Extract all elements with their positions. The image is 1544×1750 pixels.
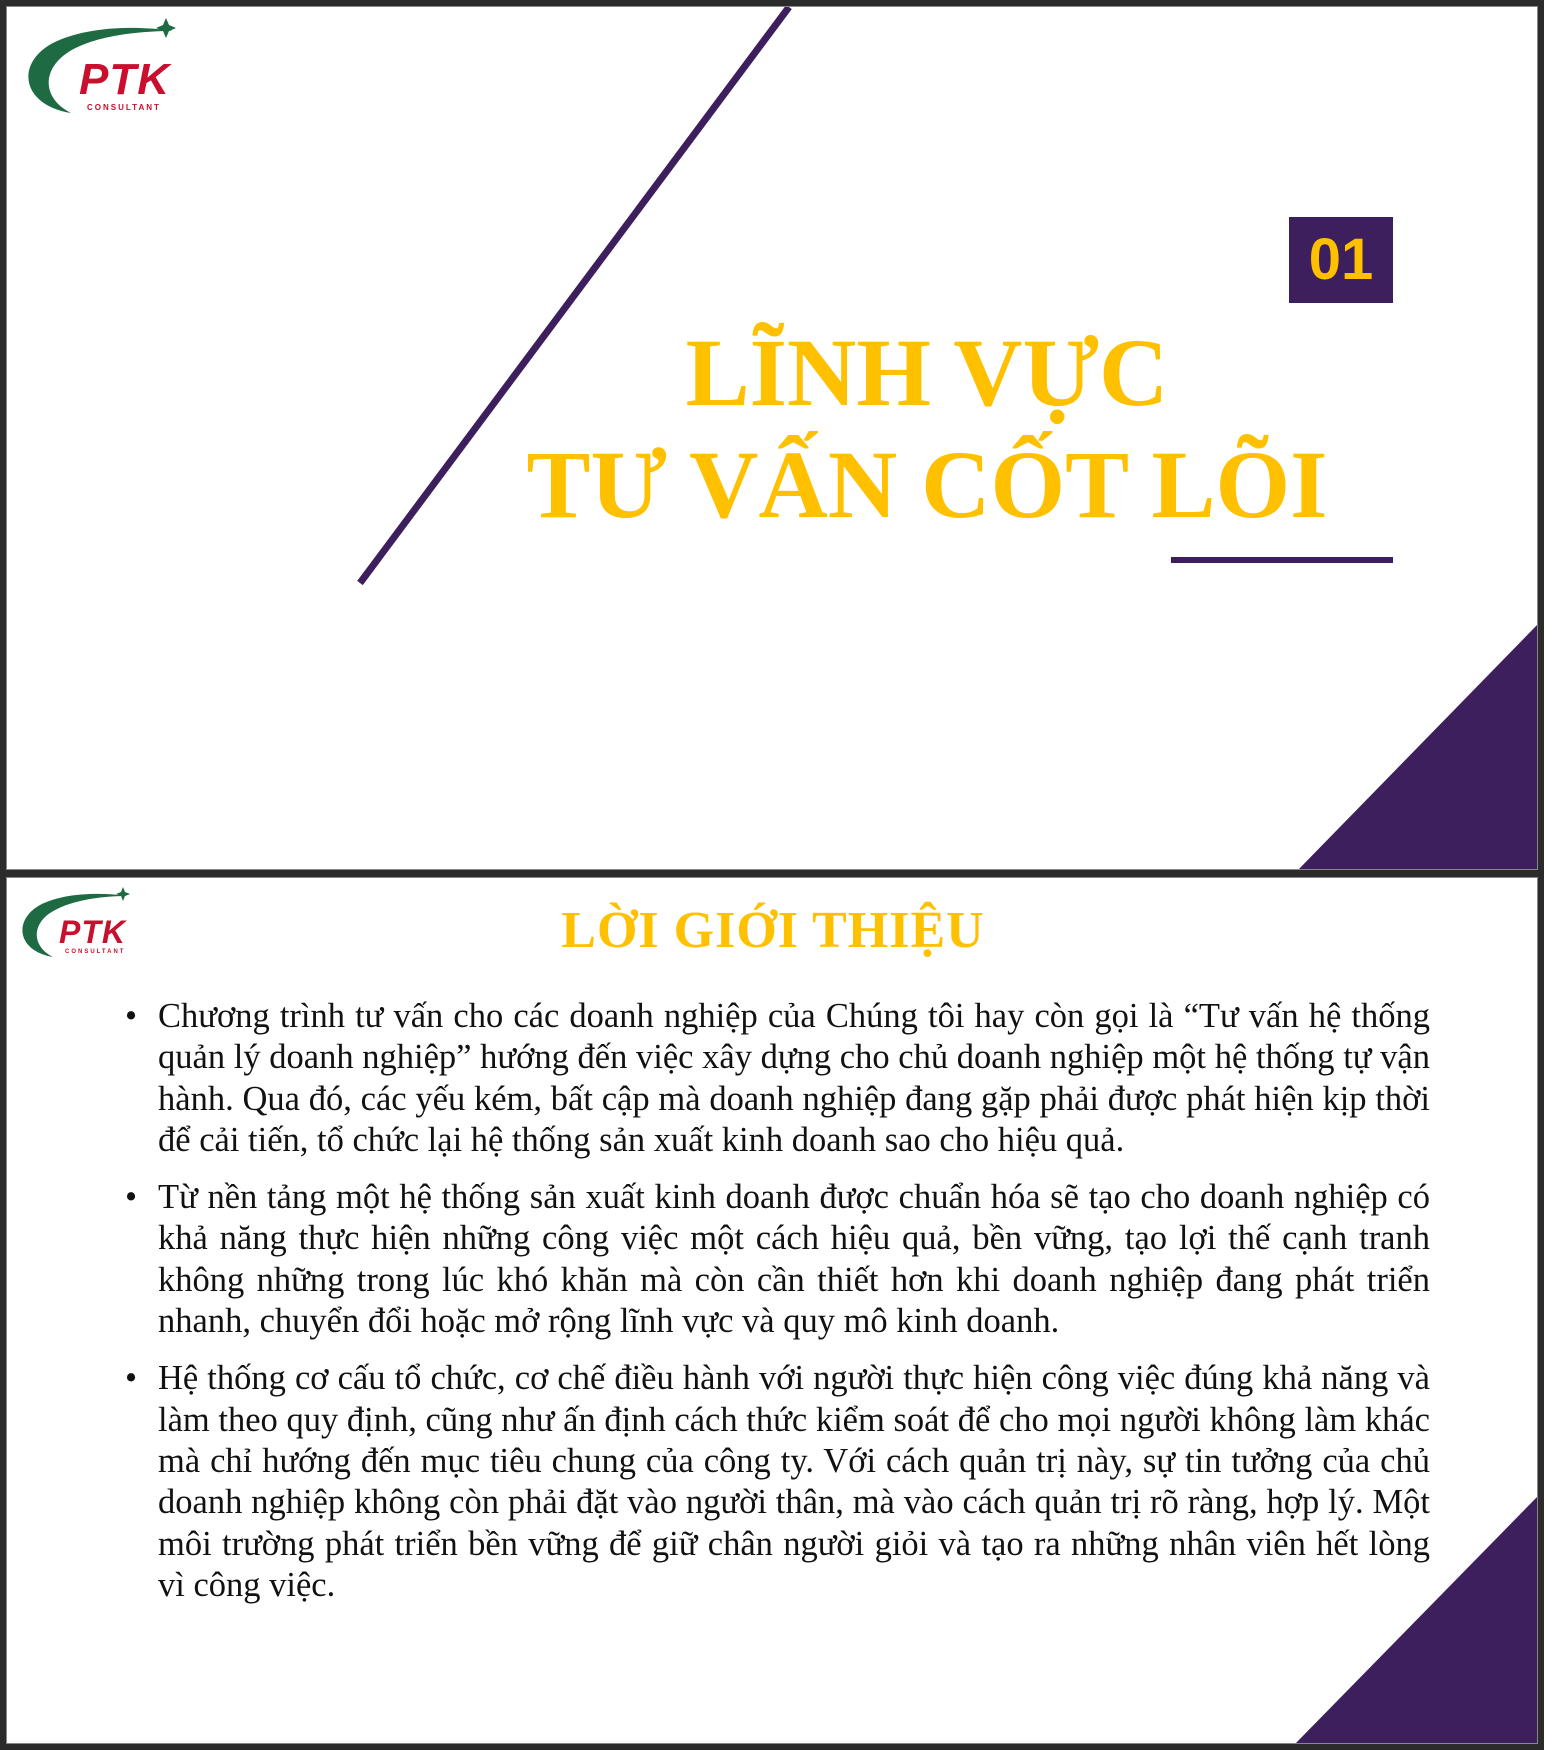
logo-brand-text: PTK — [59, 914, 126, 950]
corner-triangle — [1297, 623, 1538, 870]
logo-sub-text: CONSULTANT — [87, 103, 161, 112]
slide1-title — [447, 317, 1407, 541]
bullet-dot: • — [125, 1359, 138, 1398]
slide-introduction — [6, 877, 1538, 1744]
logo-sub-text: CONSULTANT — [65, 949, 126, 955]
bullet-text: Chương trình tư vấn cho các doanh nghiệp của Chúng tôi hay còn gọi là “Tư vấn hệ thống quản lý doanh nghiệp” hướng đến việc xây dựng cho chủ doanh nghiệp một hệ thống tự vận hành. Qua đó, các yếu kém, bất cập mà doanh nghiệp đang gặp phải được phát hiện kịp thời để cải tiến, tổ chức lại hệ thống sản xuất kinh doanh sao cho hiệu quả. — [158, 997, 1430, 1159]
title-line-1: LĨNH VỰC — [685, 319, 1169, 426]
bullet-item — [125, 1177, 1430, 1342]
bullet-dot: • — [125, 1178, 138, 1217]
bullet-item — [125, 1358, 1430, 1606]
bullet-dot: • — [125, 997, 138, 1035]
title-underline — [1171, 557, 1393, 563]
section-number-badge: 01 — [1289, 217, 1393, 303]
intro-bullet-list — [125, 996, 1430, 1622]
slide-core-consulting — [6, 6, 1538, 870]
bullet-text: Từ nền tảng một hệ thống sản xuất kinh doanh được chuẩn hóa sẽ tạo cho doanh nghiệp có khả năng thực hiện những công việc một cách hiệu quả, bền vững, tạo lợi thế cạnh tranh không những trong lúc khó khăn mà còn cần thiết hơn khi doanh nghiệp đang phát triển nhanh, chuyển đổi hoặc mở rộng lĩnh vực và quy mô kinh doanh. — [158, 1178, 1430, 1341]
ptk-logo — [13, 17, 193, 117]
logo-brand-text: PTK — [79, 55, 170, 104]
title-line-2: TƯ VẤN CỐT LÕI — [526, 431, 1328, 538]
bullet-item — [125, 996, 1430, 1161]
bullet-text: Hệ thống cơ cấu tổ chức, cơ chế điều hành với người thực hiện công việc đúng khả năng và làm theo quy định, cũng như ấn định cách thức kiểm soát để cho mọi người không làm khác mà chỉ hướng đến mục tiêu chung của công ty. Với cách quản trị này, sự tin tưởng của chủ doanh nghiệp không còn phải đặt vào người thân, mà vào cách quản trị rõ ràng, hợp lý. Một môi trường phát triển bền vững để giữ chân người giỏi và tạo ra những nhân viên hết lòng vì công việc. — [158, 1359, 1430, 1604]
slide2-title: LỜI GIỚI THIỆU — [561, 902, 985, 959]
logo-star-icon — [156, 18, 176, 38]
